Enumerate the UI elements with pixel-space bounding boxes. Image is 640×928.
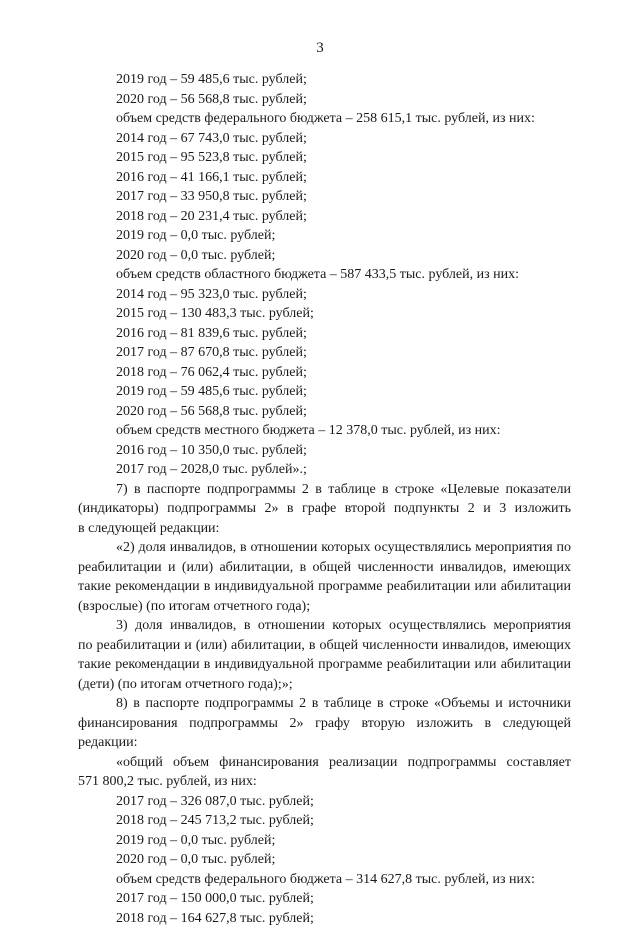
text-line: 2014 год – 67 743,0 тыс. рублей; xyxy=(78,129,571,149)
text-line: 2014 год – 95 323,0 тыс. рублей; xyxy=(78,285,571,305)
text-line: (взрослые) (по итогам отчетного года); xyxy=(78,597,571,617)
text-line: (дети) (по итогам отчетного года);»; xyxy=(78,675,571,695)
text-line: 7) в паспорте подпрограммы 2 в таблице в строке «Целевые показатели xyxy=(78,480,571,500)
text-line: «2) доля инвалидов, в отношении которых осуществлялись мероприятия по xyxy=(78,538,571,558)
text-line: 2019 год – 0,0 тыс. рублей; xyxy=(78,831,571,851)
text-line: 2020 год – 0,0 тыс. рублей; xyxy=(78,850,571,870)
text-line: в следующей редакции: xyxy=(78,519,571,539)
page-number: 3 xyxy=(0,40,640,57)
text-line: (индикаторы) подпрограммы 2» в графе второй подпункты 2 и 3 изложить xyxy=(78,499,571,519)
text-line: по реабилитации и (или) абилитации, в общей численности инвалидов, имеющих xyxy=(78,636,571,656)
text-line: объем средств местного бюджета – 12 378,0 тыс. рублей, из них: xyxy=(78,421,571,441)
text-line: 3) доля инвалидов, в отношении которых осуществлялись мероприятия xyxy=(78,616,571,636)
text-line: 571 800,2 тыс. рублей, из них: xyxy=(78,772,571,792)
text-line: 2015 год – 130 483,3 тыс. рублей; xyxy=(78,304,571,324)
text-line: редакции: xyxy=(78,733,571,753)
text-line: «общий объем финансирования реализации подпрограммы составляет xyxy=(78,753,571,773)
text-line: 8) в паспорте подпрограммы 2 в таблице в строке «Объемы и источники xyxy=(78,694,571,714)
text-line: 2015 год – 95 523,8 тыс. рублей; xyxy=(78,148,571,168)
text-line: 2018 год – 76 062,4 тыс. рублей; xyxy=(78,363,571,383)
text-line: 2016 год – 81 839,6 тыс. рублей; xyxy=(78,324,571,344)
text-line: такие рекомендации в индивидуальной программе реабилитации или абилитации xyxy=(78,655,571,675)
text-line: 2017 год – 326 087,0 тыс. рублей; xyxy=(78,792,571,812)
text-line: 2017 год – 33 950,8 тыс. рублей; xyxy=(78,187,571,207)
text-line: 2019 год – 0,0 тыс. рублей; xyxy=(78,226,571,246)
document-body xyxy=(78,70,571,928)
text-line: реабилитации и (или) абилитации, в общей численности инвалидов, имеющих xyxy=(78,558,571,578)
text-line: объем средств федерального бюджета – 314 627,8 тыс. рублей, из них: xyxy=(78,870,571,890)
text-line: финансирования подпрограммы 2» графу вторую изложить в следующей xyxy=(78,714,571,734)
text-line: 2017 год – 87 670,8 тыс. рублей; xyxy=(78,343,571,363)
text-line: объем средств областного бюджета – 587 433,5 тыс. рублей, из них: xyxy=(78,265,571,285)
text-line: 2020 год – 0,0 тыс. рублей; xyxy=(78,246,571,266)
text-line: объем средств федерального бюджета – 258 615,1 тыс. рублей, из них: xyxy=(78,109,571,129)
text-line: 2020 год – 56 568,8 тыс. рублей; xyxy=(78,402,571,422)
text-line: 2019 год – 59 485,6 тыс. рублей; xyxy=(78,382,571,402)
text-line: 2018 год – 20 231,4 тыс. рублей; xyxy=(78,207,571,227)
text-line: 2018 год – 245 713,2 тыс. рублей; xyxy=(78,811,571,831)
text-line: 2016 год – 41 166,1 тыс. рублей; xyxy=(78,168,571,188)
text-line: 2020 год – 56 568,8 тыс. рублей; xyxy=(78,90,571,110)
text-line: 2017 год – 150 000,0 тыс. рублей; xyxy=(78,889,571,909)
text-line: 2017 год – 2028,0 тыс. рублей».; xyxy=(78,460,571,480)
text-line: 2016 год – 10 350,0 тыс. рублей; xyxy=(78,441,571,461)
text-line: 2018 год – 164 627,8 тыс. рублей; xyxy=(78,909,571,928)
text-line: такие рекомендации в индивидуальной программе реабилитации или абилитации xyxy=(78,577,571,597)
text-line: 2019 год – 59 485,6 тыс. рублей; xyxy=(78,70,571,90)
